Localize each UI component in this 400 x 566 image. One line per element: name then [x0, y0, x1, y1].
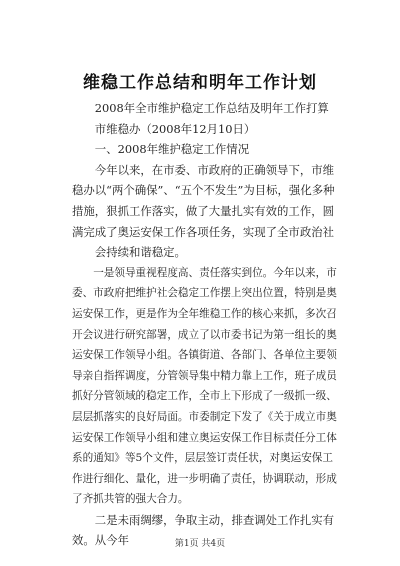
subtitle-paragraph: 2008年全市维护稳定工作总结及明年工作打算 — [94, 101, 329, 115]
body-paragraph: 会持续和谐稳定。 — [94, 245, 186, 260]
document-body — [72, 98, 342, 551]
page-footer: 第1页 共4页 — [174, 539, 226, 549]
document-title: 维稳工作总结和明年工作计划 — [83, 73, 317, 93]
body-paragraph: 二是未雨绸缪，争取主动，排查调处工作扎实有效。从今年 — [72, 512, 335, 548]
section-heading: 一、2008年维护稳定工作情况 — [94, 142, 250, 157]
body-paragraph: 一是领导重视程度高、责任落实到位。今年以来，市委、市政府把维护社会稳定工作摆上突出位置，特别是奥运安保工作，更是作为全年维稳工作的核心来抓，多次召开会议进行研究部署，成立了以市委书记为第一组长的奥运安保工作领导小组。各镇街道、各部门、各单位主要领导亲自指挥调度，分管领导集中精力靠上工作，班子成员抓好分管领域的稳定工作，全市上下形成了一级抓一级、层层抓落实的良好局面。市委制定下发了《关于成立市奥运安保工作领导小组和建立奥运安保工作目标责任分工体系的通知》等5个文件，层层签订责任状，对奥运安保工作进行细化、量化，进一步明确了责任，协调联动，形成了齐抓共管的强大合力。 — [72, 266, 337, 506]
body-paragraph: 今年以来，在市委、市政府的正确领导下，市维稳办以“两个确保”、“五个不发生”为目标，强化多种措施，狠抓工作落实，做了大量扎实有效的工作，圆满完成了奥运安保工作各项任务，实现了全市政治社 — [72, 162, 335, 239]
author-date-paragraph: 市维稳办（2008年12月10日） — [94, 121, 256, 136]
